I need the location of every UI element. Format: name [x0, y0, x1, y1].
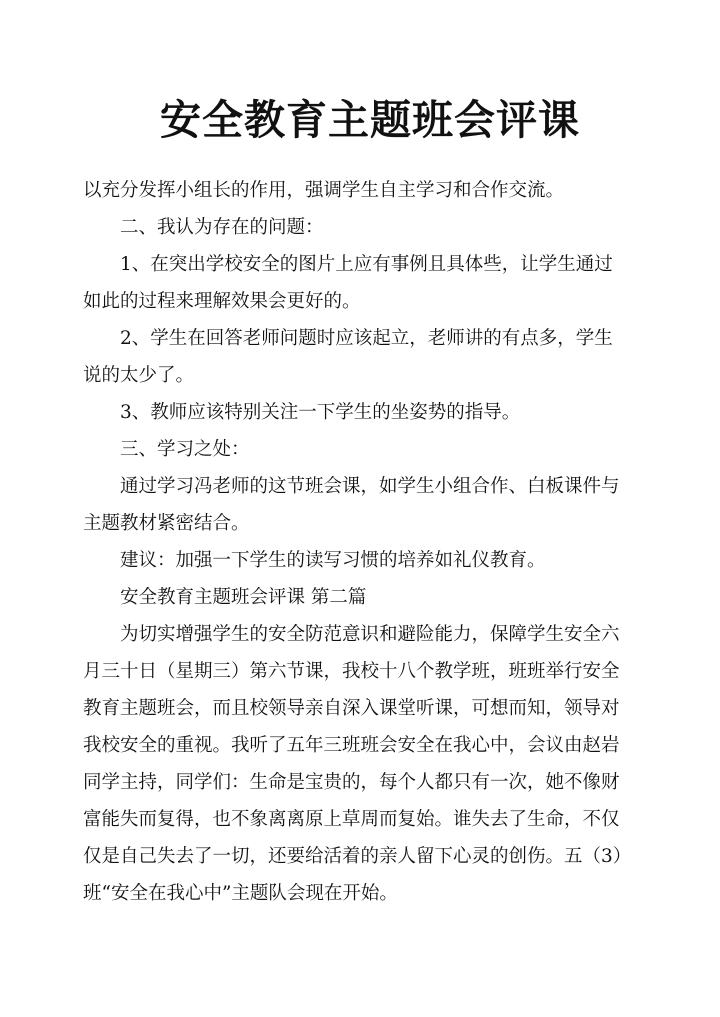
document-body — [83, 172, 643, 912]
text-line: 如此的过程来理解效果会更好的。 — [83, 291, 361, 312]
text-line: 富能失而复得，也不象离离原上草周而复始。谁失去了生命，不仅 — [83, 809, 620, 830]
text-line: 主题教材紧密结合。 — [83, 513, 250, 534]
text-line: 月三十日（星期三）第六节课，我校十八个教学班，班班举行安全 — [83, 661, 620, 682]
section-heading: 二、我认为存在的问题： — [120, 217, 324, 238]
text-line: 3、教师应该特别关注一下学生的坐姿势的指导。 — [120, 402, 521, 423]
text-line: 2、学生在回答老师问题时应该起立，老师讲的有点多，学生 — [120, 328, 613, 349]
text-line: 为切实增强学生的安全防范意识和避险能力，保障学生安全六 — [120, 624, 620, 645]
text-line: 教育主题班会，而且校领导亲自深入课堂听课，可想而知，领导对 — [83, 698, 620, 719]
text-line: 仅是自己失去了一切，还要给活着的亲人留下心灵的创伤。五（3） — [83, 846, 632, 867]
text-line: 1、在突出学校安全的图片上应有事例且具体些，让学生通过 — [120, 254, 613, 275]
text-line: 建议：加强一下学生的读写习惯的培养如礼仪教育。 — [120, 550, 546, 571]
section-heading: 安全教育主题班会评课 第二篇 — [120, 587, 367, 608]
text-line: 班“安全在我心中”主题队会现在开始。 — [83, 883, 398, 904]
text-line: 通过学习冯老师的这节班会课，如学生小组合作、白板课件与 — [120, 476, 620, 497]
text-line: 我校安全的重视。我听了五年三班班会安全在我心中，会议由赵岩 — [83, 735, 620, 756]
section-heading: 三、学习之处： — [120, 439, 250, 460]
text-line: 以充分发挥小组长的作用，强调学生自主学习和合作交流。 — [83, 180, 565, 201]
text-line: 同学主持，同学们：生命是宝贵的，每个人都只有一次，她不像财 — [83, 772, 620, 793]
document-title: 安全教育主题班会评课 — [160, 96, 580, 144]
text-line: 说的太少了。 — [83, 365, 195, 386]
